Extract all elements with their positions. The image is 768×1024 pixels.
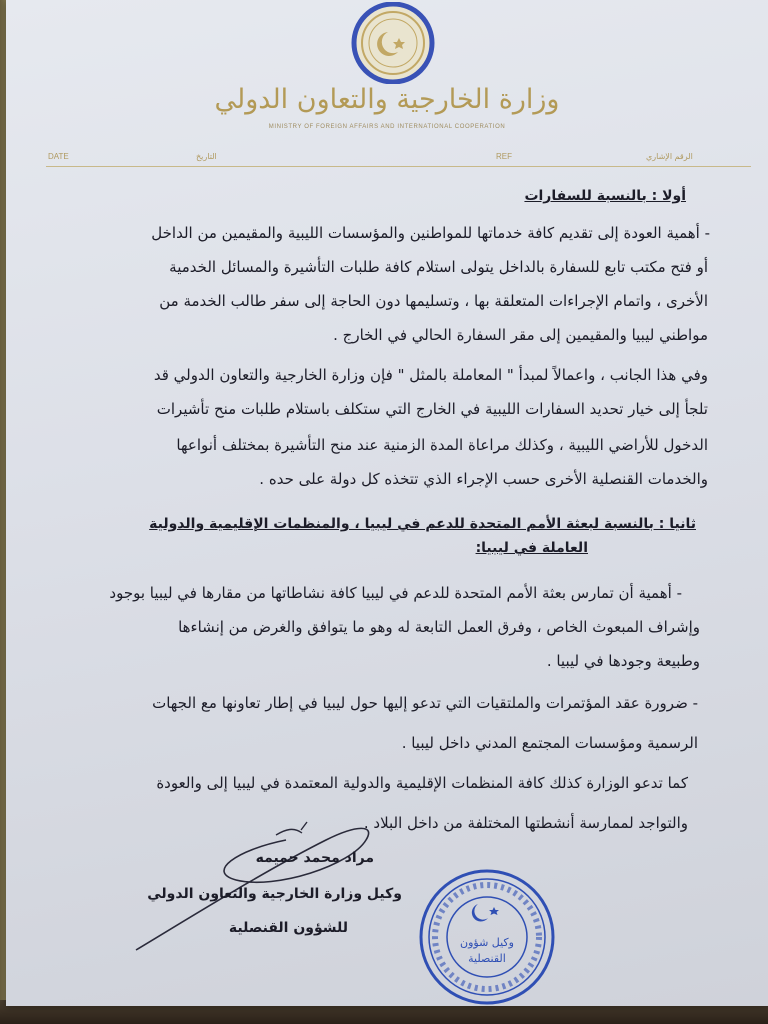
date-label: DATE	[48, 152, 69, 161]
body-line: - أهمية العودة إلى تقديم كافة خدماتها للمواطنين والمؤسسات الليبية والمقيمين من الداخل	[151, 224, 710, 242]
ref-label-arabic: الرقم الإشاري	[646, 152, 693, 161]
body-line: الرسمية ومؤسسات المجتمع المدني داخل ليبيا .	[401, 734, 698, 752]
section-heading-continued: العاملة في ليبيا:	[475, 540, 588, 556]
stamp-text: وكيل شؤون	[460, 936, 514, 949]
signatory-name: مراد محمد حميمه	[255, 850, 374, 866]
letter-sheet	[6, 0, 768, 1006]
body-line: أو فتح مكتب تابع للسفارة بالداخل يتولى استلام كافة طلبات التأشيرة والمسائل الخدمية	[169, 258, 708, 276]
body-line: مواطني ليبيا والمقيمين إلى مقر السفارة الحالي في الخارج .	[333, 326, 708, 344]
date-ref-line	[46, 150, 751, 167]
body-line: تلجأ إلى خيار تحديد السفارات الليبية في الخارج التي ستكلف باستلام طلبات منح تأشيرات	[156, 400, 708, 418]
body-line: - ضرورة عقد المؤتمرات والملتقيات التي تدعو إليها حول ليبيا في إطار تعاونها مع الجهات	[152, 694, 698, 712]
body-line: - أهمية أن تمارس بعثة الأمم المتحدة للدعم في ليبيا كافة نشاطاتها من مقارها في ليبيا بوجود	[109, 584, 682, 602]
body-line: وفي هذا الجانب ، واعمالاً لمبدأ " المعاملة بالمثل " فإن وزارة الخارجية والتعاون الدولي قد	[153, 366, 708, 384]
handwritten-signature-icon	[126, 810, 426, 960]
ministry-emblem-icon	[341, 2, 445, 84]
section-heading: أولا : بالنسبة للسفارات	[524, 188, 686, 204]
body-line: والخدمات القنصلية الأخرى حسب الإجراء الذي تتخذه كل دولة على حده .	[259, 470, 708, 488]
ministry-name-english: MINISTRY OF FOREIGN AFFAIRS AND INTERNATIONAL COOPERATION	[268, 124, 506, 130]
signatory-title: وكيل وزارة الخارجية والتعاون الدولي	[147, 886, 402, 902]
body-line: الأخرى ، واتمام الإجراءات المتعلقة بها ، وتسليمها دون الحاجة إلى سفر طالب الخدمة من	[159, 292, 708, 310]
body-line: وطبيعة وجودها في ليبيا .	[546, 652, 700, 670]
section-heading: ثانيا : بالنسبة لبعثة الأمم المتحدة للدعم في ليبيا ، والمنظمات الإقليمية والدولية	[149, 516, 696, 532]
ref-label: REF	[496, 152, 512, 161]
body-line: كما تدعو الوزارة كذلك كافة المنظمات الإقليمية والدولية المعتمدة في ليبيا إلى والعودة	[156, 774, 688, 792]
date-label-arabic: التاريخ	[196, 152, 217, 161]
body-line: الدخول للأراضي الليبية ، وكذلك مراعاة المدة الزمنية عند منح التأشيرة بمختلف أنواعها	[176, 436, 708, 454]
stamp-text-continued: القنصلية	[468, 952, 506, 965]
ministry-name-arabic: وزارة الخارجية والتعاون الدولي	[214, 84, 560, 115]
official-stamp-icon	[416, 862, 558, 1006]
signatory-title-continued: للشؤون القنصلية	[228, 920, 348, 936]
body-line: والتواجد لممارسة أنشطتها المختلفة من داخل البلاد .	[363, 814, 688, 832]
body-line: وإشراف المبعوث الخاص ، وفرق العمل التابعة له وهو ما يتوافق والغرض من إنشاءها	[178, 618, 700, 636]
